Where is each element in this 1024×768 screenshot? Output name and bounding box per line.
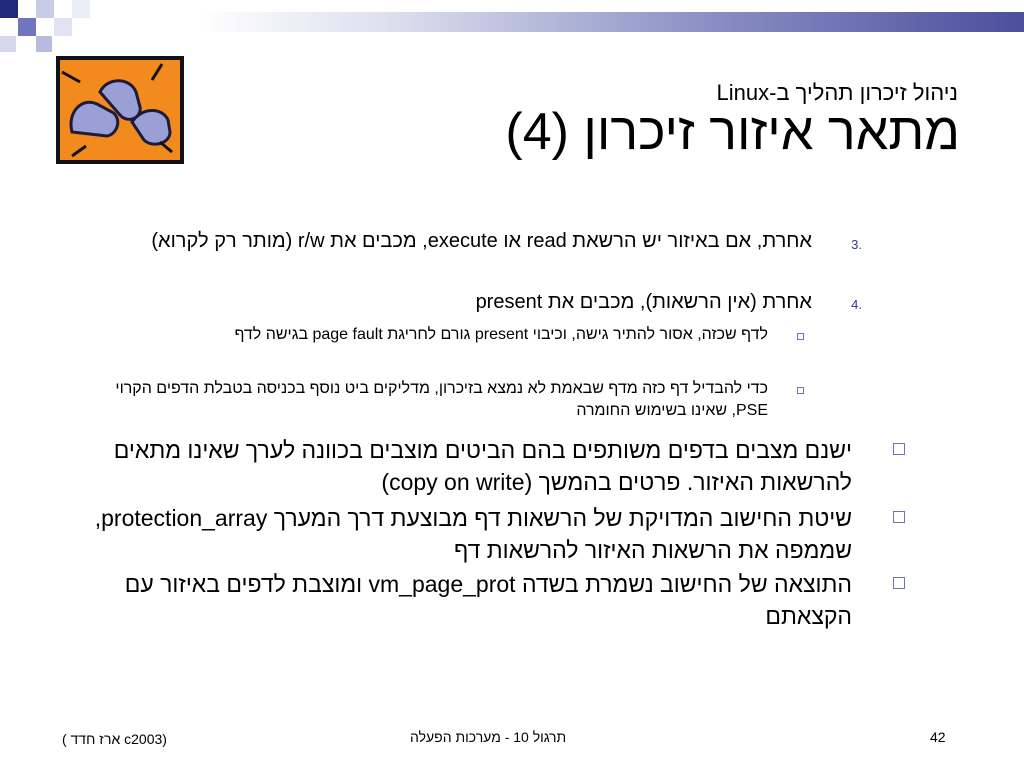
slide-title: מתאר איזור זיכרון (4)	[505, 103, 960, 161]
slide-subtitle: ניהול זיכרון תהליך ב-Linux	[716, 80, 958, 105]
bullet-text: שיטת החישוב המדויקת של הרשאות דף מבוצעת דרך המערך protection_array, שממפה את הרשאות האיזור להרשאות דף	[94, 505, 852, 563]
footer-course: תרגול 10 - מערכות הפעלה	[410, 729, 567, 745]
list-marker: 3.	[851, 237, 862, 252]
sub-bullet-text: לדף שכזה, אסור להתיר גישה, וכיבוי present גורם לחריגת page fault בגישה לדף	[234, 326, 768, 343]
bullet-text: ישנם מצבים בדפים משותפים בהם הביטים מוצבים בכוונה לערך שאינו מתאים להרשאות האיזור. פרטים בהמשך (copy on write)	[113, 437, 852, 495]
bullet-icon	[893, 577, 905, 589]
list-item: אחרת (אין הרשאות), מכבים את present	[475, 291, 812, 313]
list-item: אחרת, אם באיזור יש הרשאת read או execute, מכבים את r/w (מותר רק לקרוא)	[151, 230, 812, 252]
broken-chain-icon	[52, 52, 190, 170]
corner-squares-decoration	[0, 0, 200, 60]
sub-bullet-icon	[797, 333, 804, 340]
header-gradient-bar	[200, 12, 1024, 32]
footer-copyright: (c2003 ארז חדד )	[62, 731, 167, 747]
bullet-icon	[893, 511, 905, 523]
list-marker: 4.	[851, 297, 862, 312]
page-number: 42	[930, 729, 946, 745]
bullet-text: התוצאה של החישוב נשמרת בשדה vm_page_prot ומוצבת לדפים באיזור עם הקצאתם	[124, 571, 852, 629]
sub-bullet-text: כדי להבדיל דף כזה מדף שבאמת לא נמצא בזיכרון, מדליקים ביט נוסף בכניסה בטבלת הדפים הקרוי PSE, שאינו בשימוש החומרה	[115, 380, 768, 419]
bullet-icon	[893, 443, 905, 455]
sub-bullet-icon	[797, 387, 804, 394]
